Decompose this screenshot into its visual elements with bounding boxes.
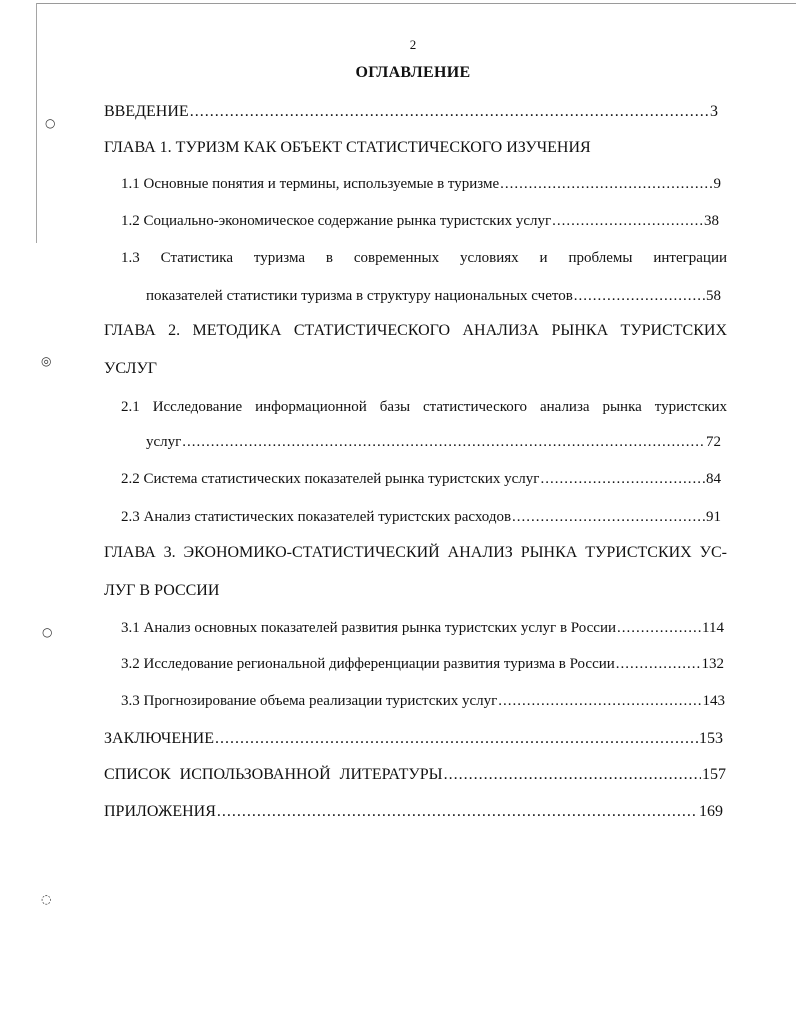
toc-entry-conclusion[interactable] (104, 730, 723, 748)
toc-entry-title: 3.2 Исследование региональной дифференциации развития туризма в России (121, 656, 615, 672)
dot-leader (616, 656, 701, 673)
toc-page-number: 91 (706, 509, 721, 525)
toc-page-number: 114 (702, 620, 724, 636)
toc-entry-appendices[interactable] (104, 803, 723, 821)
toc-entry-3-3[interactable] (121, 693, 725, 710)
toc-entry-title: 2.3 Анализ статистических показателей туристских расходов (121, 509, 512, 525)
toc-entry-3-1[interactable] (121, 620, 724, 637)
toc-entry-title: услуг (146, 434, 182, 450)
toc-entry-title: 3.3 Прогнозирование объема реализации туристских услуг (121, 693, 498, 709)
toc-entry-title: 1.1 Основные понятия и термины, используемые в туризме (121, 176, 500, 192)
dot-leader (182, 434, 705, 451)
binder-hole-icon: ○ (45, 116, 56, 130)
toc-entry-1-3-line1[interactable]: 1.3 Статистика туризма в современных условиях и проблемы интеграции (121, 250, 727, 266)
toc-chapter-3-line2[interactable]: ЛУГ В РОССИИ (104, 582, 220, 599)
toc-entry-title: 1.2 Социально-экономическое содержание рынка туристских услуг (121, 213, 552, 229)
toc-entry-2-1-line1[interactable]: 2.1 Исследование информационной базы статистического анализа рынка туристских (121, 399, 727, 415)
toc-page-number: 132 (701, 656, 724, 672)
dot-leader (617, 620, 701, 637)
dot-leader (217, 803, 698, 821)
toc-entry-intro[interactable] (104, 103, 718, 121)
binder-hole-icon: ◎ (41, 354, 52, 368)
toc-entry-1-3-line2[interactable] (146, 288, 721, 305)
toc-page-number: 3 (710, 103, 718, 120)
toc-entry-title: 2.2 Система статистических показателей рынка туристских услуг (121, 471, 540, 487)
toc-entry-references[interactable] (104, 766, 726, 784)
dot-leader (574, 288, 705, 305)
toc-chapter-2-line1[interactable]: ГЛАВА 2. МЕТОДИКА СТАТИСТИЧЕСКОГО АНАЛИЗА РЫНКА ТУРИСТСКИХ (104, 322, 727, 339)
toc-entry-title: ВВЕДЕНИЕ (104, 103, 189, 120)
toc-page-number: 38 (704, 213, 719, 229)
toc-page-number: 143 (702, 693, 725, 709)
toc-entry-title: ПРИЛОЖЕНИЯ (104, 803, 216, 820)
toc-page-number: 153 (699, 730, 723, 747)
toc-page-number: 169 (699, 803, 723, 820)
toc-page-number: 84 (706, 471, 721, 487)
toc-page-number: 58 (706, 288, 721, 304)
toc-entry-title: 3.1 Анализ основных показателей развития рынка туристских услуг в России (121, 620, 616, 636)
toc-entry-title: СПИСОК ИСПОЛЬЗОВАННОЙ ЛИТЕРАТУРЫ (104, 766, 443, 783)
toc-entry-1-2[interactable] (121, 213, 719, 230)
toc-entry-3-2[interactable] (121, 656, 724, 673)
toc-page-number: 157 (702, 766, 726, 783)
toc-entry-title: ЗАКЛЮЧЕНИЕ (104, 730, 214, 747)
toc-entry-title: показателей статистики туризма в структуру национальных счетов (146, 288, 573, 304)
binder-hole-icon: ○ (42, 625, 53, 639)
page-number: 2 (409, 37, 417, 52)
scan-top-border (36, 3, 796, 4)
dot-leader (498, 693, 701, 710)
toc-page-number: 9 (713, 176, 721, 192)
dot-leader (552, 213, 703, 230)
dot-leader (444, 766, 701, 784)
toc-chapter-3-line1[interactable]: ГЛАВА 3. ЭКОНОМИКО-СТАТИСТИЧЕСКИЙ АНАЛИЗ РЫНКА ТУРИСТСКИХ УС- (104, 544, 727, 561)
toc-page-number: 72 (706, 434, 721, 450)
toc-chapter-2-line2[interactable]: УСЛУГ (104, 360, 158, 377)
toc-entry-2-1-line2[interactable] (146, 434, 721, 451)
dot-leader (215, 730, 698, 748)
toc-chapter-1[interactable]: ГЛАВА 1. ТУРИЗМ КАК ОБЪЕКТ СТАТИСТИЧЕСКОГО ИЗУЧЕНИЯ (104, 139, 591, 156)
dot-leader (190, 103, 709, 121)
page-title: ОГЛАВЛЕНИЕ (355, 64, 471, 81)
dot-leader (500, 176, 712, 193)
toc-entry-1-1[interactable] (121, 176, 721, 193)
dot-leader (540, 471, 705, 488)
dot-leader (512, 509, 705, 526)
binder-hole-icon: ◌ (41, 892, 52, 906)
toc-entry-2-3[interactable] (121, 509, 721, 526)
toc-entry-2-2[interactable] (121, 471, 721, 488)
